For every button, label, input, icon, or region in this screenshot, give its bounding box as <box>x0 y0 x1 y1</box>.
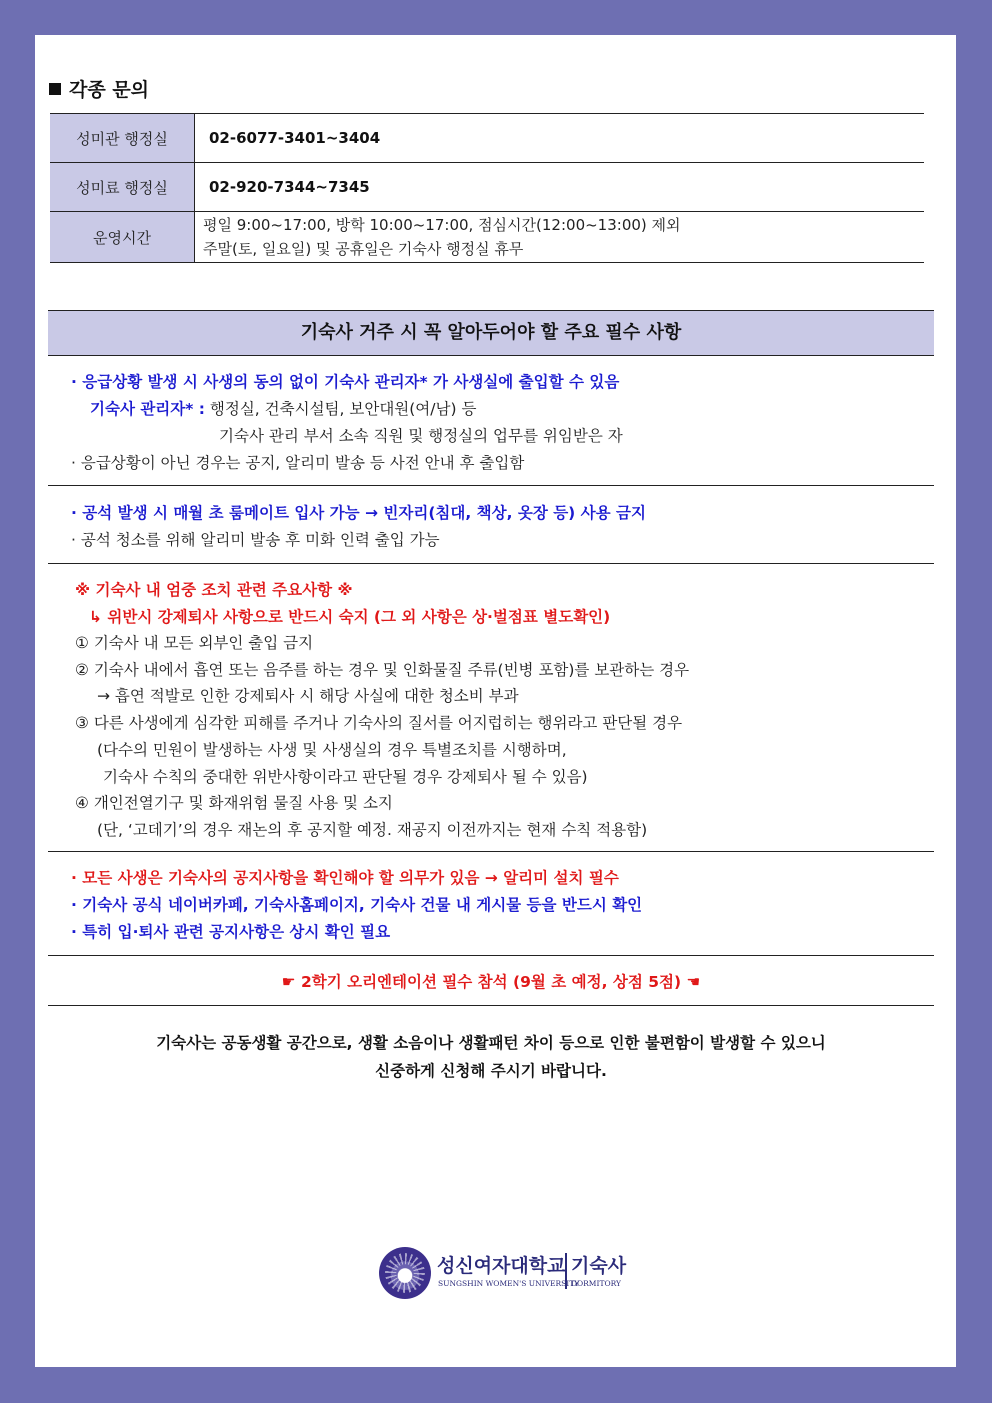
section-title <box>49 75 149 102</box>
block4-line3: · 특히 입·퇴사 관련 공지사항은 상시 확인 필요 <box>71 923 391 941</box>
university-emblem-icon <box>379 1247 431 1299</box>
block1-line4: · 응급상황이 아닌 경우는 공지, 알리미 발송 등 사전 안내 후 출입함 <box>71 454 525 472</box>
rule-item-2: ② 기숙사 내에서 흡연 또는 음주를 하는 경우 및 인화물질 주류(빈병 포함)를 보관하는 경우 <box>75 661 690 679</box>
closing-line-2: 신중하게 신청해 주시기 바랍니다. <box>375 1062 607 1080</box>
block3-title: ※ 기숙사 내 엄중 조치 관련 주요사항 ※ <box>75 581 353 599</box>
hours-value <box>195 212 925 263</box>
rule-item-3: ③ 다른 사생에게 심각한 피해를 주거나 기숙사의 질서를 어지럽히는 행위라고 판단될 경우 <box>75 714 683 732</box>
university-logo <box>379 1247 627 1303</box>
block2-line2: · 공석 청소를 위해 알리미 발송 후 미화 인력 출입 가능 <box>71 531 440 549</box>
contact-phone: 02-920-7344~7345 <box>195 163 925 212</box>
section-title-text: 각종 문의 <box>69 79 150 101</box>
rule-item-3-note-1: (다수의 민원이 발생하는 사생 및 사생실의 경우 특별조치를 시행하며, <box>97 741 567 759</box>
block4-line1: · 모든 사생은 기숙사의 공지사항을 확인해야 할 의무가 있음 → 알리미 설치 필수 <box>71 869 619 887</box>
divider <box>48 851 934 852</box>
contact-label: 성미관 행정실 <box>50 114 195 163</box>
rule-item-4: ④ 개인전열기구 및 화재위험 물질 사용 및 소지 <box>75 794 393 812</box>
rule-item-3-note-2: 기숙사 수칙의 중대한 위반사항이라고 판단될 경우 강제퇴사 될 수 있음) <box>103 768 588 786</box>
rule-item-1: ① 기숙사 내 모든 외부인 출입 금지 <box>75 634 314 652</box>
document-page <box>35 35 956 1367</box>
divider <box>48 563 934 564</box>
block3-subtitle: ↳ 위반시 강제퇴사 사항으로 반드시 숙지 (그 외 사항은 상·벌점표 별도확인) <box>89 608 611 626</box>
hours-line-1: 평일 9:00~17:00, 방학 10:00~17:00, 점심시간(12:00~13:00) 제외 <box>203 216 681 234</box>
logo-korean-name: 성신여자대학교 <box>437 1255 566 1277</box>
block1-line3: 기숙사 관리 부서 소속 직원 및 행정실의 업무를 위임받은 자 <box>219 427 623 445</box>
closing-line-1: 기숙사는 공동생활 공간으로, 생활 소음이나 생활패턴 차이 등으로 인한 불편함이 발생할 수 있으니 <box>156 1034 826 1052</box>
manager-desc: 행정실, 건축시설팀, 보안대원(여/남) 등 <box>209 400 477 418</box>
logo-english-dorm: DORMITORY <box>571 1279 621 1288</box>
manager-label: 기숙사 관리자* : <box>90 400 205 418</box>
block2-line1: · 공석 발생 시 매월 초 룸메이트 입사 가능 → 빈자리(침대, 책상, 옷장 등) 사용 금지 <box>71 504 646 522</box>
hours-row <box>50 212 924 263</box>
divider <box>48 955 934 956</box>
logo-korean-dorm: 기숙사 <box>571 1255 627 1277</box>
hours-label: 운영시간 <box>50 212 195 263</box>
block4-line2: · 기숙사 공식 네이버카페, 기숙사홈페이지, 기숙사 건물 내 게시물 등을 반드시 확인 <box>71 896 643 914</box>
divider <box>48 1005 934 1006</box>
rule-item-4-note: (단, ‘고데기’의 경우 재논의 후 공지할 예정. 재공지 이전까지는 현재 수칙 적용함) <box>97 821 648 839</box>
contact-phone: 02-6077-3401~3404 <box>195 114 925 163</box>
hours-line-2: 주말(토, 일요일) 및 공휴일은 기숙사 행정실 휴무 <box>203 240 524 258</box>
orientation-notice: ☛ 2학기 오리엔테이션 필수 참석 (9월 초 예정, 상점 5점) ☚ <box>281 973 701 991</box>
notice-header: 기숙사 거주 시 꼭 알아두어야 할 주요 필수 사항 <box>48 310 934 356</box>
divider <box>48 485 934 486</box>
contact-row <box>50 163 924 212</box>
contact-label: 성미료 행정실 <box>50 163 195 212</box>
logo-english-name: SUNGSHIN WOMEN'S UNIVERSITY <box>438 1279 580 1288</box>
rule-item-2-note: → 흡연 적발로 인한 강제퇴사 시 해당 사실에 대한 청소비 부과 <box>97 687 519 705</box>
block1-line1: · 응급상황 발생 시 사생의 동의 없이 기숙사 관리자* 가 사생실에 출입할 수 있음 <box>71 373 620 391</box>
block1-line2 <box>90 397 476 419</box>
square-bullet-icon <box>49 83 61 95</box>
contact-row <box>50 114 924 163</box>
contact-table <box>50 113 924 263</box>
